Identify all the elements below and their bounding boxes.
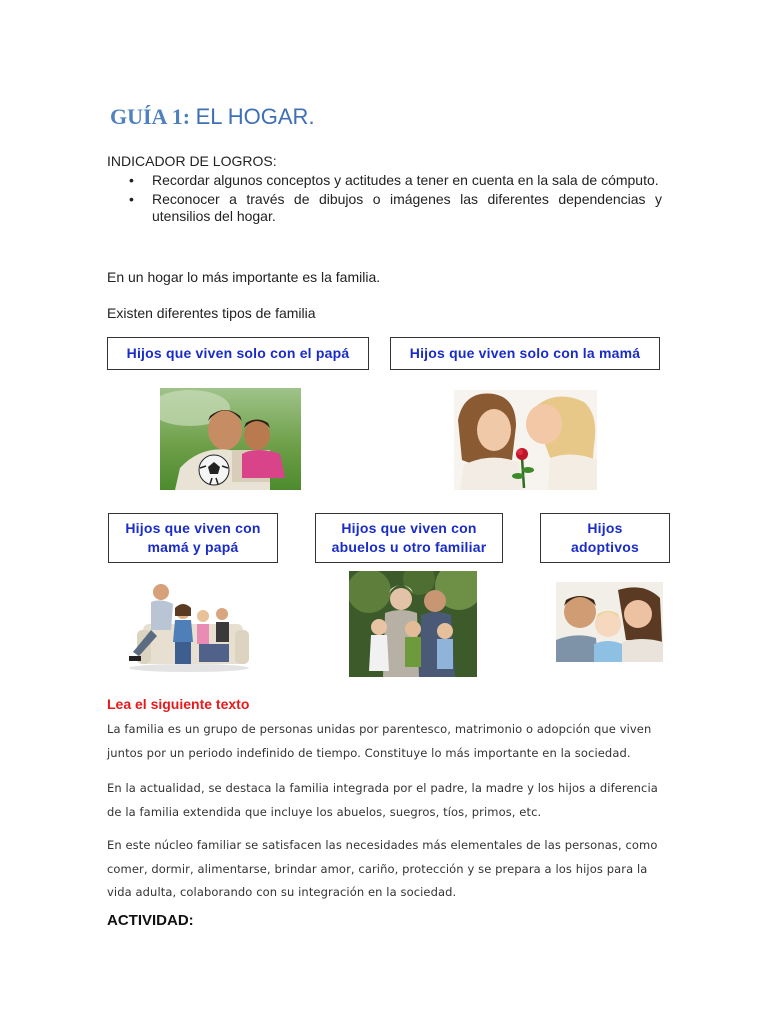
family-type-adopted [540, 513, 670, 563]
reading-paragraph: En la actualidad, se destaca la familia integrada por el padre, la madre y los hijos a diferencia de la familia extendida que incluye los abuelos, suegros, tíos, primos, etc. [107, 781, 658, 819]
intro-line-2: Existen diferentes tipos de familia [107, 305, 316, 321]
reading-heading: Lea el siguiente texto [107, 696, 250, 712]
family-type-label-line2: adoptivos [571, 539, 639, 555]
family-type-label: Hijos que viven solo con la mamá [409, 345, 641, 361]
objective-item: • Reconocer a través de dibujos o imágenes las diferentes dependencias y utensilios del hogar. [107, 191, 662, 225]
family-type-label-line2: mamá y papá [147, 539, 239, 555]
grandparents-photo [349, 571, 477, 677]
family-type-grandparents [315, 513, 503, 563]
family-type-label-line1: Hijos que viven con [341, 520, 477, 536]
family-type-label-line1: Hijos [587, 520, 623, 536]
objective-item: • Recordar algunos conceptos y actitudes a tener en cuenta en la sala de cómputo. [107, 172, 662, 189]
title-prefix: GUÍA 1: [110, 104, 191, 129]
family-type-label-line2: abuelos u otro familiar [331, 539, 487, 555]
family-type-label-line1: Hijos que viven con [125, 520, 261, 536]
family-on-sofa-photo [121, 572, 251, 672]
family-type-mother-only [390, 337, 660, 370]
objectives-list [107, 172, 662, 227]
intro-line-1: En un hogar lo más importante es la familia. [107, 269, 381, 285]
family-type-both-parents [108, 513, 278, 563]
activity-heading: ACTIVIDAD: [107, 912, 194, 929]
father-son-photo [160, 388, 301, 490]
mother-daughter-photo [454, 390, 597, 490]
reading-paragraph: En este núcleo familiar se satisfacen las necesidades más elementales de las personas, como comer, dormir, alimentarse, brindar amor, cariño, protección y se prepara a los hijos para la vida adulta, colaborando con su integración en la sociedad. [107, 838, 658, 899]
objectives-heading: INDICADOR DE LOGROS: [107, 153, 277, 169]
family-type-label: Hijos que viven solo con el papá [126, 345, 350, 361]
reading-paragraph: La familia es un grupo de personas unidas por parentesco, matrimonio o adopción que viven juntos por un periodo indefinido de tiempo. Constituye lo más importante en la sociedad. [107, 722, 652, 760]
family-type-father-only [107, 337, 369, 370]
adoptive-family-photo [556, 582, 663, 662]
page-title [110, 104, 315, 130]
title-main: EL HOGAR. [195, 104, 315, 129]
